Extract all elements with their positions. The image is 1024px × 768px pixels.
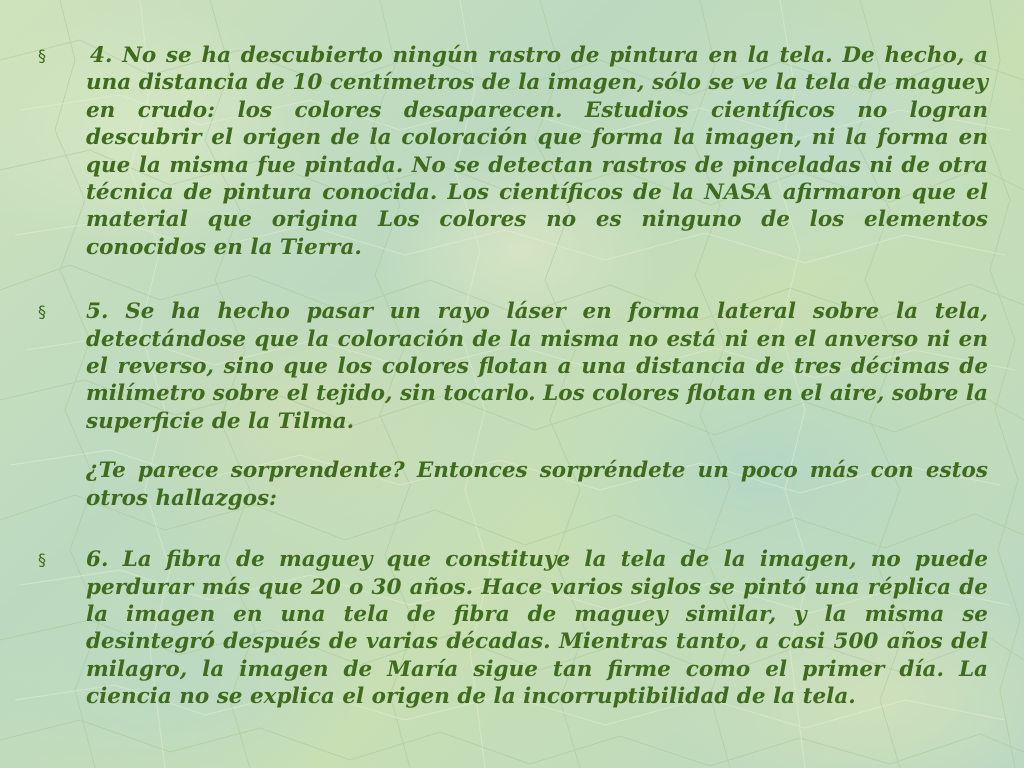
note-paragraph (38, 457, 988, 512)
list-item-text: 6. La fibra de maguey que constituye la tela de la imagen, no puede perdurar más que 20 o 30 años. Hace varios siglos se pintó una réplica de la imagen en una tela de fibra de maguey similar, y la misma se desintegró después de varias décadas. Mientras tanto, a casi 500 años del milagro, la imagen de María sigue tan firme como el primer día. La ciencia no se explica el origen de la incorruptibilidad de la tela. (86, 547, 988, 710)
bullet-icon: § (38, 46, 46, 65)
list-item (38, 42, 988, 261)
list-item (38, 298, 988, 435)
list-item-text: 4. No se ha descubierto ningún rastro de pintura en la tela. De hecho, a una distancia de 10 centímetros de la imagen, sólo se ve la tela de maguey en crudo: los colores desaparecen. Estudios científicos no logran descubrir el origen de la coloración que forma la imagen, ni la forma en que la misma fue pintada. No se detectan rastros de pinceladas ni de otra técnica de pintura conocida. Los científicos de la NASA afirmaron que el material que origina Los colores no es ninguno de los elementos conocidos en la Tierra. (86, 43, 988, 260)
bullet-icon: § (38, 550, 46, 570)
list-item (38, 546, 988, 710)
bullet-icon: § (38, 302, 46, 322)
slide-content (38, 42, 988, 711)
list-item-text: 5. Se ha hecho pasar un rayo láser en forma lateral sobre la tela, detectándose que la coloración de la misma no está ni en el anverso ni en el reverso, sino que los colores flotan a una distancia de tres décimas de milímetro sobre el tejido, sin tocarlo. Los colores flotan en el aire, sobre la superficie de la Tilma. (86, 299, 988, 434)
note-text: ¿Te parece sorprendente? Entonces sorpréndete un poco más con estos otros hallazgos: (86, 458, 988, 511)
